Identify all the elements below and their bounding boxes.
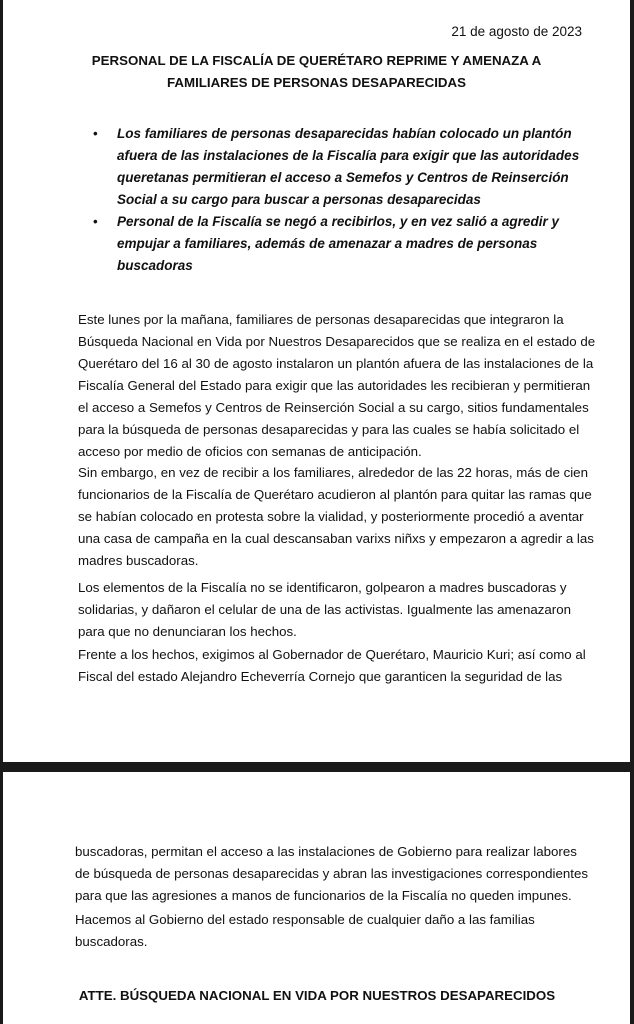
paragraph-line: madres buscadoras.: [78, 553, 199, 568]
body-paragraph: [75, 909, 565, 953]
summary-bullet: [91, 211, 561, 277]
bullet-line: queretanas permitieran el acceso a Semefos y Centros de Reinserción: [117, 170, 569, 185]
paragraph-line: Hacemos al Gobierno del estado responsable de cualquier daño a las familias: [75, 912, 535, 927]
paragraph-line: una casa de campaña en la cual descansaban varixs niñxs y empezaron a agredir a las: [78, 531, 594, 546]
paragraph-line: el acceso a Semefos y Centros de Reinserción Social a su cargo, sitios fundamentales: [78, 400, 589, 415]
paragraph-line: se habían colocado en protesta sobre la vialidad, y posteriormente procedió a aventar: [78, 509, 584, 524]
summary-bullet: [91, 123, 580, 211]
body-paragraph: [75, 841, 589, 907]
paragraph-line: solidarias, y dañaron el celular de una de las activistas. Igualmente las amenazaron: [78, 602, 572, 617]
paragraph-line: para que no denunciaran los hechos.: [78, 624, 297, 639]
bullet-line: Los familiares de personas desaparecidas habían colocado un plantón: [117, 126, 572, 141]
paragraph-line: funcionarios de la Fiscalía de Querétaro acudieron al plantón para quitar las ramas que: [78, 487, 592, 502]
bullet-line: Personal de la Fiscalía se negó a recibirlos, y en vez salió a agredir y: [117, 214, 559, 229]
paragraph-line: Querétaro del 16 al 30 de agosto instalaron un plantón afuera de las instalaciones de la: [78, 356, 594, 371]
paragraph-line: Frente a los hechos, exigimos al Gobernador de Querétaro, Mauricio Kuri; así como al: [78, 647, 586, 662]
title-line: PERSONAL DE LA FISCALÍA DE QUERÉTARO REPRIME Y AMENAZA A: [91, 53, 542, 68]
bullet-icon: •: [93, 126, 98, 141]
title-line: FAMILIARES DE PERSONAS DESAPARECIDAS: [167, 75, 466, 90]
document-page-1: [3, 0, 630, 762]
document-date: 21 de agosto de 2023: [451, 24, 582, 39]
bullet-icon: •: [93, 214, 98, 229]
paragraph-line: Los elementos de la Fiscalía no se identificaron, golpearon a madres buscadoras y: [78, 580, 567, 595]
bullet-line: empujar a familiares, además de amenazar a madres de personas: [117, 236, 538, 251]
body-paragraph: [78, 577, 572, 643]
summary-bullet-list: [91, 123, 580, 277]
paragraph-line: Fiscal del estado Alejandro Echeverría Cornejo que garanticen la seguridad de las: [78, 669, 563, 684]
body-paragraph: [78, 644, 586, 688]
paragraph-line: de búsqueda de personas desaparecidas y abran las investigaciones correspondientes: [75, 866, 589, 881]
paragraph-line: Búsqueda Nacional en Vida por Nuestros Desaparecidos que se realiza en el estado de: [78, 334, 596, 349]
bullet-line: buscadoras: [117, 258, 193, 273]
paragraph-line: para que las agresiones a manos de funcionarios de la Fiscalía no queden impunes.: [75, 888, 572, 903]
signature: ATTE. BÚSQUEDA NACIONAL EN VIDA POR NUESTROS DESAPARECIDOS: [78, 988, 556, 1003]
paragraph-line: Sin embargo, en vez de recibir a los familiares, alrededor de las 22 horas, más de cien: [78, 465, 588, 480]
bullet-line: afuera de las instalaciones de la Fiscalía para exigir que las autoridades: [117, 148, 580, 163]
paragraph-line: buscadoras.: [75, 934, 148, 949]
paragraph-line: para la búsqueda de personas desaparecidas y para las cuales se había solicitado el: [78, 422, 580, 437]
body-paragraph: [78, 462, 594, 572]
bullet-line: Social a su cargo para buscar a personas desaparecidas: [117, 192, 481, 207]
paragraph-line: buscadoras, permitan el acceso a las instalaciones de Gobierno para realizar labores: [75, 844, 577, 859]
paragraph-line: Este lunes por la mañana, familiares de personas desaparecidas que integraron la: [78, 312, 564, 327]
document-title: [3, 50, 630, 94]
paragraph-line: Fiscalía General del Estado para exigir que las autoridades les recibieran y permitieran: [78, 378, 591, 393]
paragraph-line: acceso por medio de oficios con semanas de anticipación.: [78, 444, 422, 459]
body-paragraph: [78, 309, 596, 463]
